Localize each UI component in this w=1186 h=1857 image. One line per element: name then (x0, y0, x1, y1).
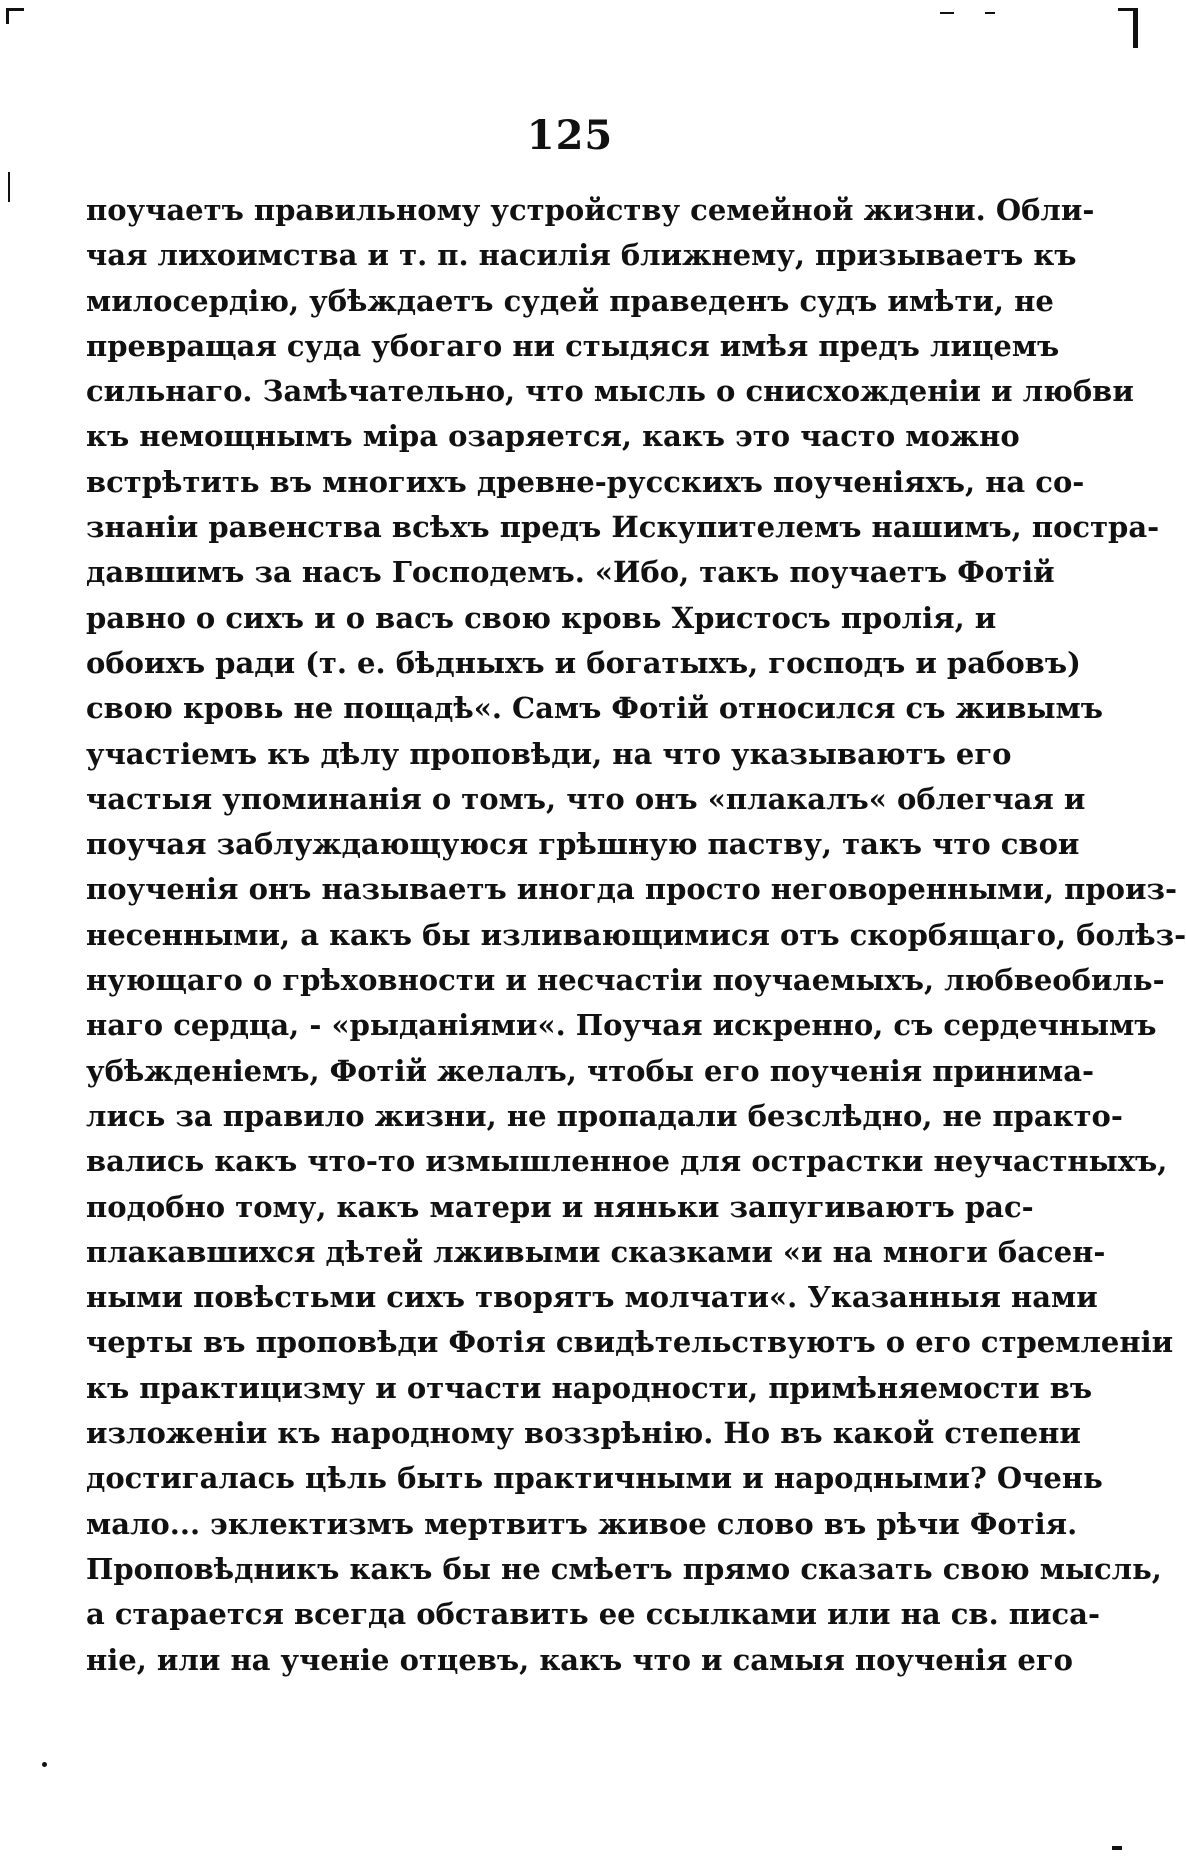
text-line: знаніи равенства всѣхъ предъ Искупителемъ нашимъ, постра- (86, 510, 1160, 545)
text-line: участіемъ къ дѣлу проповѣди, на что указываютъ его (86, 736, 1012, 771)
text-line: достигалась цѣль быть практичными и народными? Очень (86, 1461, 1103, 1496)
text-line: нующаго о грѣховности и несчастіи поучаемыхъ, любвеобиль- (86, 963, 1165, 998)
text-line: поученія онъ называетъ иногда просто неговоренными, произ- (86, 872, 1178, 907)
text-line: черты въ проповѣди Фотія свидѣтельствуютъ о его стремленіи (86, 1325, 1174, 1360)
text-line: встрѣтить въ многихъ древне-русскихъ поученіяхъ, на со- (86, 464, 1085, 499)
text-line: наго сердца, - «рыданіями«. Поучая искренно, съ сердечнымъ (86, 1008, 1157, 1043)
text-line: плакавшихся дѣтей лживыми сказками «и на многи басен- (86, 1234, 1106, 1269)
text-line: убѣжденіемъ, Фотій желалъ, чтобы его поученія принима- (86, 1053, 1095, 1088)
crop-mark (6, 8, 9, 24)
text-line: ніе, или на ученіе отцевъ, какъ что и самыя поученія его (86, 1642, 1073, 1677)
text-line: равно о сихъ и о васъ свою кровь Христосъ пролія, и (86, 600, 997, 635)
text-line: а старается всегда обставить ее ссылками или на св. писа- (86, 1597, 1100, 1632)
text-line: превращая суда убогаго ни стыдяся имѣя предъ лицемъ (86, 328, 1060, 363)
text-line: къ практицизму и отчасти народности, примѣняемости въ (86, 1370, 1093, 1405)
body-text (86, 188, 1186, 1683)
text-line: подобно тому, какъ матери и няньки запугиваютъ рас- (86, 1189, 1034, 1224)
text-line: поучаетъ правильному устройству семейной жизни. Обли- (86, 193, 1095, 227)
text-line: Проповѣдникъ какъ бы не смѣетъ прямо сказать свою мысль, (86, 1551, 1162, 1586)
text-line: вались какъ что-то измышленное для острастки неучастныхъ, (86, 1144, 1168, 1179)
scan-artifact (985, 12, 995, 14)
text-line: поучая заблуждающуюся грѣшную паству, такъ что свои (86, 827, 1080, 862)
page-number: 125 (526, 112, 614, 159)
text-line: ными повѣстьми сихъ творятъ молчати«. Указанныя нами (86, 1280, 1098, 1315)
scan-artifact (42, 1762, 47, 1767)
text-line: несенными, а какъ бы изливающимися отъ скорбящаго, болѣз- (86, 917, 1186, 952)
crop-mark (1133, 8, 1138, 48)
text-line: чая лихоимства и т. п. насилія ближнему, призываетъ къ (86, 238, 1077, 273)
text-line: лись за правило жизни, не пропадали безслѣдно, не практо- (86, 1098, 1123, 1133)
text-line: мало... эклектизмъ мертвитъ живое слово въ рѣчи Фотія. (86, 1506, 1078, 1541)
scan-artifact (1112, 1846, 1122, 1850)
text-line: изложеніи къ народному воззрѣнію. Но въ какой степени (86, 1416, 1081, 1451)
text-line: свою кровь не пощадѣ«. Самъ Фотій относился съ живымъ (86, 691, 1103, 726)
text-line: давшимъ за насъ Господемъ. «Ибо, такъ поучаетъ Фотій (86, 555, 1055, 590)
text-line: сильнаго. Замѣчательно, что мысль о снисхожденіи и любви (86, 374, 1134, 409)
text-line: милосердію, убѣждаетъ судей праведенъ судъ имѣти, не (86, 283, 1054, 318)
margin-mark (8, 172, 10, 202)
scan-artifact (940, 12, 954, 14)
text-line: обоихъ ради (т. е. бѣдныхъ и богатыхъ, господъ и рабовъ) (86, 645, 1081, 680)
text-line: частыя упоминанія о томъ, что онъ «плакалъ« облегчая и (86, 781, 1086, 816)
text-line: къ немощнымъ міра озаряется, какъ это часто можно (86, 419, 1020, 454)
